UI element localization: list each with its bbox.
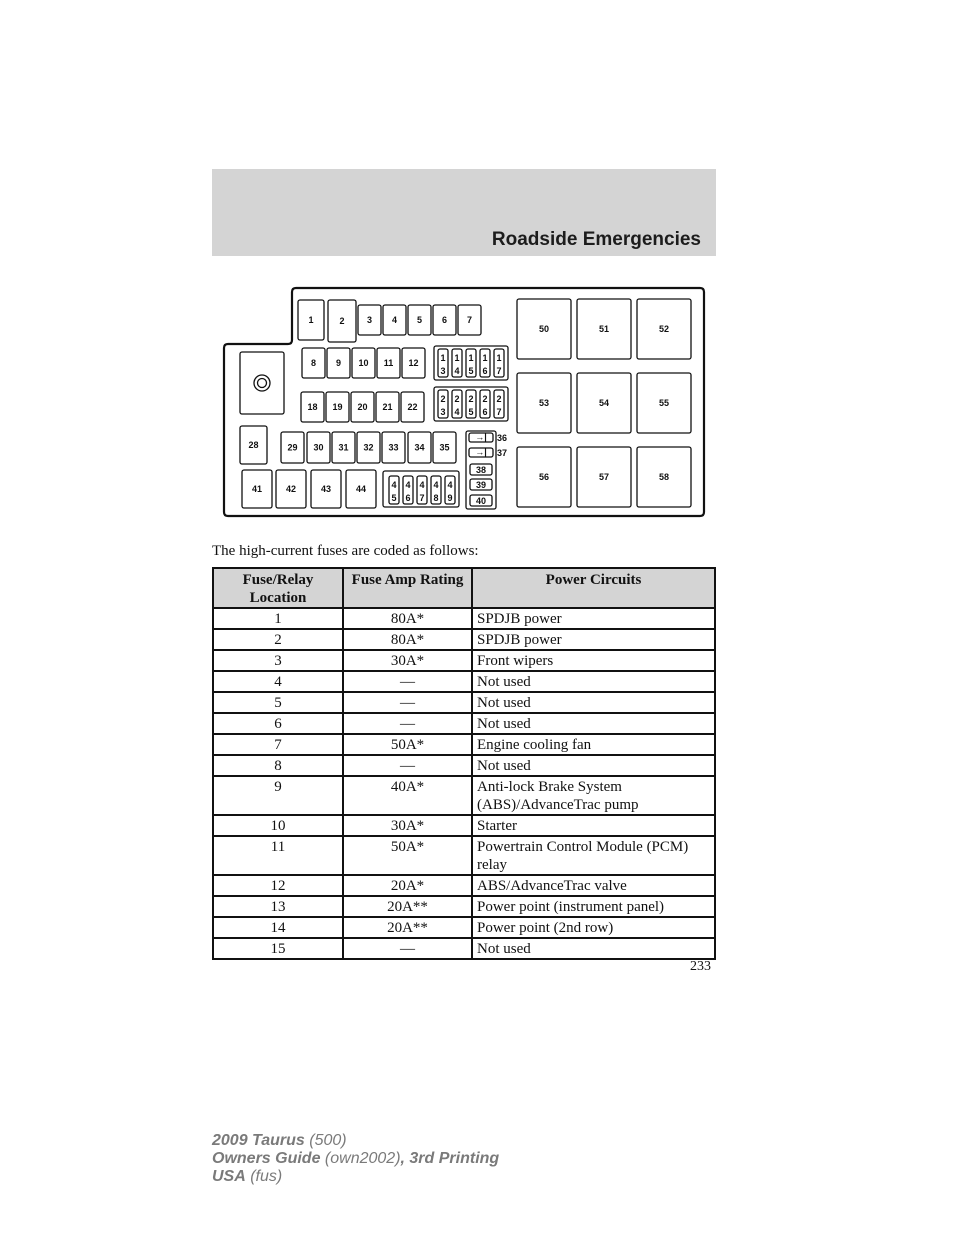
- fuse-label-29: 29: [287, 442, 298, 453]
- cell-power-circuit: SPDJB power: [472, 629, 715, 650]
- section-header: [212, 169, 716, 256]
- table-row: [213, 836, 715, 875]
- fuse-label-13-digit-1: 1: [440, 353, 446, 363]
- table-row: [213, 896, 715, 917]
- cell-location: 13: [213, 896, 343, 917]
- fuse-label-15-digit-2: 5: [468, 366, 474, 376]
- diode-icon: →|: [475, 432, 487, 442]
- fuse-label-1: 1: [308, 315, 314, 325]
- cell-location: 12: [213, 875, 343, 896]
- fuse-label-38: 38: [475, 465, 487, 475]
- fuse-label-16-digit-2: 6: [482, 366, 488, 376]
- cell-amp-rating: 80A*: [343, 608, 472, 629]
- fuse-label-25-digit-2: 5: [468, 407, 474, 417]
- section-title: Roadside Emergencies: [491, 229, 701, 250]
- fuse-label-5: 5: [416, 315, 423, 325]
- cell-power-circuit: Front wipers: [472, 650, 715, 671]
- fuse-table: [212, 567, 716, 960]
- footer-line-1: 2009 Taurus (500): [212, 1132, 347, 1149]
- fuse-label-27-digit-2: 7: [496, 407, 502, 417]
- fuse-label-47-digit-2: 7: [419, 493, 425, 503]
- fuse-label-16-digit-1: 1: [482, 353, 488, 363]
- cell-location: 11: [213, 836, 343, 875]
- cell-amp-rating: 40A*: [343, 776, 472, 815]
- fuse-label-46-digit-1: 4: [405, 480, 411, 490]
- cell-power-circuit: Not used: [472, 713, 715, 734]
- cell-amp-rating: 50A*: [343, 734, 472, 755]
- fuse-label-19: 19: [332, 402, 343, 412]
- fuse-label-13-digit-2: 3: [440, 366, 446, 376]
- cell-location: 6: [213, 713, 343, 734]
- table-row: [213, 875, 715, 896]
- table-row: [213, 671, 715, 692]
- cell-amp-rating: 20A**: [343, 896, 472, 917]
- fuse-label-24-digit-2: 4: [454, 407, 460, 417]
- fuse-label-45-digit-2: 5: [391, 493, 397, 503]
- cell-location: 5: [213, 692, 343, 713]
- cell-location: 15: [213, 938, 343, 959]
- table-row: [213, 938, 715, 959]
- cell-amp-rating: —: [343, 671, 472, 692]
- table-row: [213, 734, 715, 755]
- cell-power-circuit: Not used: [472, 671, 715, 692]
- cell-power-circuit: Engine cooling fan: [472, 734, 715, 755]
- cell-location: 3: [213, 650, 343, 671]
- fuse-label-7: 7: [466, 315, 473, 325]
- fuse-label-14-digit-2: 4: [454, 366, 460, 376]
- relay-label-54: 54: [598, 398, 610, 408]
- fuse-label-26-digit-2: 6: [482, 407, 488, 417]
- fuse-label-34: 34: [414, 442, 425, 453]
- fuse-label-33: 33: [388, 442, 399, 453]
- fuse-label-32: 32: [363, 442, 374, 453]
- footer-line-3: USA (fus): [212, 1168, 283, 1185]
- fuse-label-4: 4: [391, 315, 398, 325]
- fuse-label-35: 35: [439, 442, 450, 453]
- fuse-label-12: 12: [408, 358, 419, 368]
- fuse-label-40: 40: [475, 496, 487, 506]
- cell-location: 9: [213, 776, 343, 815]
- cell-amp-rating: —: [343, 755, 472, 776]
- column-header-location: Fuse/Relay Location: [213, 568, 343, 608]
- cell-location: 10: [213, 815, 343, 836]
- fuse-label-2: 2: [339, 316, 345, 326]
- table-row: [213, 608, 715, 629]
- fuse-label-3: 3: [366, 315, 373, 325]
- table-row: [213, 650, 715, 671]
- intro-text: The high-current fuses are coded as follows:: [212, 543, 479, 559]
- cell-power-circuit: ABS/AdvanceTrac valve: [472, 875, 715, 896]
- fuse-label-8: 8: [310, 358, 317, 368]
- fuse-label-24-digit-1: 2: [454, 394, 460, 404]
- cell-power-circuit: SPDJB power: [472, 608, 715, 629]
- relay-label-56: 56: [538, 472, 550, 482]
- footer-line-2: Owners Guide (own2002), 3rd Printing: [212, 1150, 500, 1167]
- fuse-label-47-digit-1: 4: [419, 480, 425, 490]
- fuse-label-39: 39: [475, 480, 487, 490]
- fuse-label-18: 18: [307, 402, 318, 412]
- fuse-label-46-digit-2: 6: [405, 493, 411, 503]
- relay-label-52: 52: [658, 324, 670, 334]
- fuse-label-6: 6: [441, 315, 448, 325]
- fuse-label-36: 36: [496, 433, 508, 443]
- relay-label-50: 50: [538, 324, 550, 334]
- fuse-label-43: 43: [320, 484, 332, 494]
- cell-power-circuit: Powertrain Control Module (PCM) relay: [472, 836, 715, 875]
- cell-amp-rating: 50A*: [343, 836, 472, 875]
- relay-label-53: 53: [538, 398, 550, 408]
- cell-amp-rating: 20A*: [343, 875, 472, 896]
- cell-power-circuit: Not used: [472, 692, 715, 713]
- page-number: 233: [690, 959, 711, 974]
- cell-power-circuit: Power point (2nd row): [472, 917, 715, 938]
- relay-label-51: 51: [598, 324, 610, 334]
- fuse-label-28: 28: [248, 440, 259, 450]
- table-row: [213, 917, 715, 938]
- cell-power-circuit: Starter: [472, 815, 715, 836]
- cell-amp-rating: —: [343, 938, 472, 959]
- cell-power-circuit: Not used: [472, 938, 715, 959]
- fuse-label-37: 37: [496, 448, 508, 458]
- table-row: [213, 713, 715, 734]
- column-header-power-circuits: Power Circuits: [472, 568, 715, 608]
- cell-amp-rating: 30A*: [343, 815, 472, 836]
- cell-location: 8: [213, 755, 343, 776]
- relay-label-55: 55: [658, 398, 670, 408]
- table-row: [213, 815, 715, 836]
- fuse-label-41: 41: [251, 484, 263, 494]
- fuse-label-10: 10: [358, 358, 369, 368]
- relay-label-57: 57: [598, 472, 610, 482]
- fuse-label-22: 22: [407, 402, 418, 412]
- cell-amp-rating: 20A**: [343, 917, 472, 938]
- fuse-label-25-digit-1: 2: [468, 394, 474, 404]
- fuse-label-45-digit-1: 4: [391, 480, 397, 490]
- fuse-label-44: 44: [355, 484, 367, 494]
- cell-amp-rating: —: [343, 692, 472, 713]
- cell-location: 1: [213, 608, 343, 629]
- fuse-label-9: 9: [335, 358, 342, 368]
- fuse-label-15-digit-1: 1: [468, 353, 474, 363]
- fuse-label-23-digit-2: 3: [440, 407, 446, 417]
- fuse-label-14-digit-1: 1: [454, 353, 460, 363]
- fuse-label-42: 42: [285, 484, 297, 494]
- fuse-label-49-digit-1: 4: [447, 480, 453, 490]
- fuse-label-26-digit-1: 2: [482, 394, 488, 404]
- column-header-amp-rating: Fuse Amp Rating: [343, 568, 472, 608]
- cell-power-circuit: Anti-lock Brake System (ABS)/AdvanceTrac pump: [472, 776, 715, 815]
- table-row: [213, 692, 715, 713]
- table-header-row: [213, 568, 715, 608]
- fuse-label-30: 30: [313, 442, 324, 453]
- footer: [212, 1132, 499, 1186]
- table-row: [213, 776, 715, 815]
- table-row: [213, 755, 715, 776]
- relay-block: [240, 352, 284, 414]
- fuse-label-17-digit-1: 1: [496, 353, 502, 363]
- cell-power-circuit: Power point (instrument panel): [472, 896, 715, 917]
- fuse-label-48-digit-2: 8: [433, 493, 439, 503]
- cell-amp-rating: 80A*: [343, 629, 472, 650]
- fuse-label-48-digit-1: 4: [433, 480, 439, 490]
- cell-power-circuit: Not used: [472, 755, 715, 776]
- cell-location: 14: [213, 917, 343, 938]
- fuse-label-49-digit-2: 9: [447, 493, 453, 503]
- fuse-label-31: 31: [338, 442, 349, 453]
- fuse-label-23-digit-1: 2: [440, 394, 446, 404]
- diode-icon: →|: [475, 447, 487, 457]
- cell-location: 4: [213, 671, 343, 692]
- table-row: [213, 629, 715, 650]
- fuse-box-diagram: [222, 286, 706, 520]
- fuse-label-11: 11: [383, 358, 394, 368]
- cell-amp-rating: —: [343, 713, 472, 734]
- cell-location: 7: [213, 734, 343, 755]
- fuse-label-27-digit-1: 2: [496, 394, 502, 404]
- relay-label-58: 58: [658, 472, 670, 482]
- cell-location: 2: [213, 629, 343, 650]
- fuse-label-20: 20: [357, 402, 368, 412]
- fuse-label-21: 21: [382, 402, 393, 412]
- fuse-label-17-digit-2: 7: [496, 366, 502, 376]
- cell-amp-rating: 30A*: [343, 650, 472, 671]
